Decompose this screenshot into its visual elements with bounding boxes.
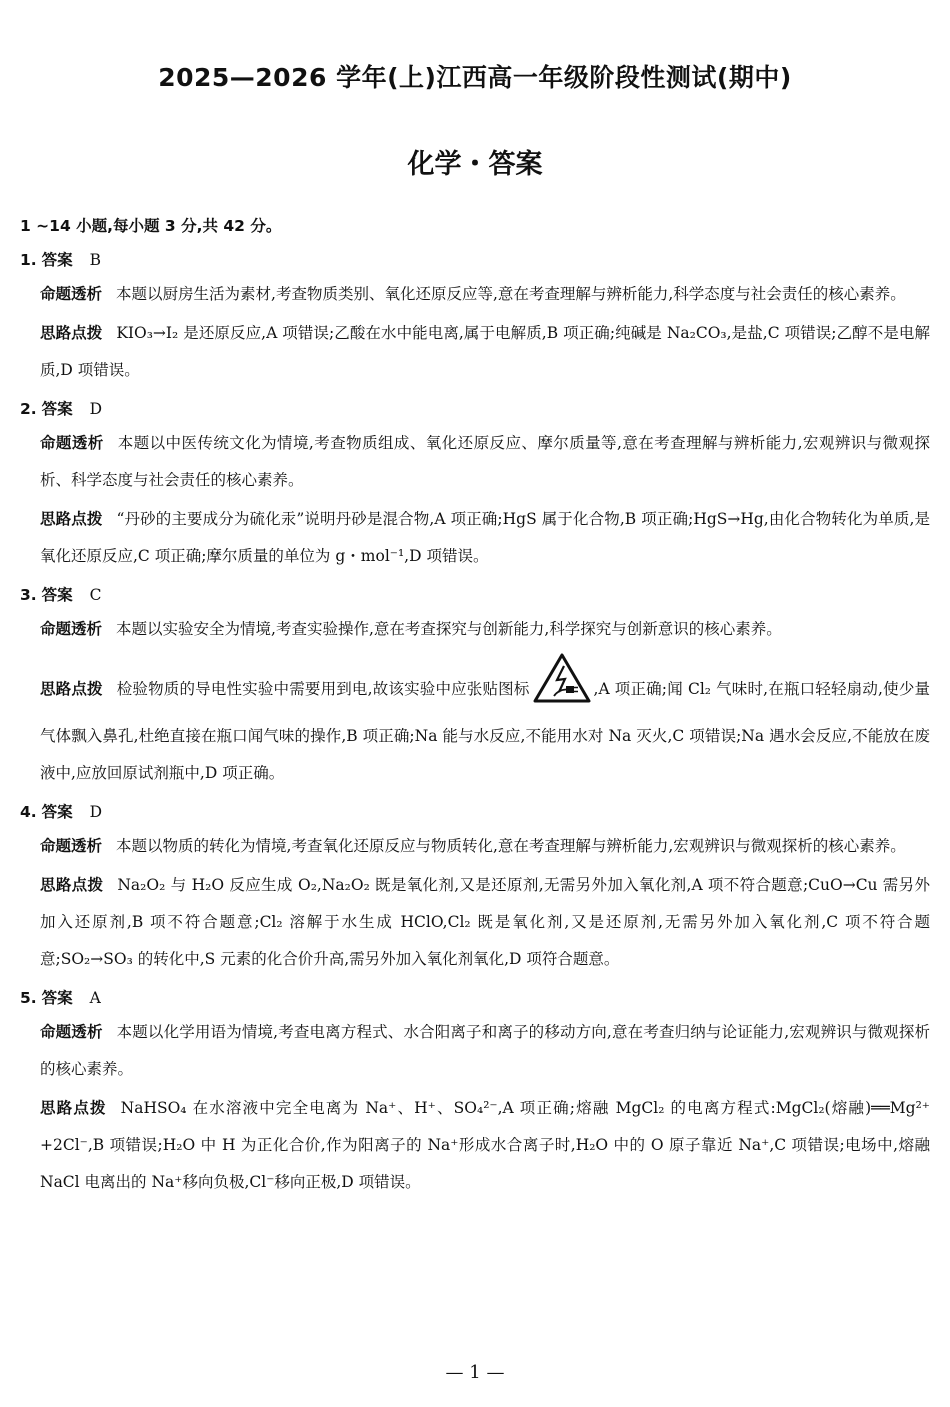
question-number: 2. <box>20 400 37 418</box>
answer-value: C <box>89 586 102 604</box>
question-1 <box>20 246 930 389</box>
hint-paragraph <box>40 1090 930 1201</box>
analysis-text: 本题以实验安全为情境,考查实验操作,意在考查探究与创新能力,科学探究与创新意识的核心素养。 <box>116 620 782 638</box>
hint-paragraph <box>40 501 930 575</box>
analysis-label: 命题透析 <box>40 434 104 452</box>
answer-line <box>20 581 930 609</box>
answer-content <box>20 212 930 1201</box>
hint-text: Na₂O₂ 与 H₂O 反应生成 O₂,Na₂O₂ 既是氧化剂,又是还原剂,无需另外加入氧化剂,A 项不符合题意;CuO→Cu 需另外加入还原剂,B 项不符合题意;Cl₂ 溶解于水生成 HClO,Cl₂ 既是氧化剂,又是还原剂,无需另外加入氧化剂,C 项不符合题意;SO₂→SO₃ 的转化中,S 元素的化合价升高,需另外加入氧化剂氧化,D 项符合题意。 <box>40 876 930 968</box>
question-2 <box>20 395 930 575</box>
hint-text: KIO₃→I₂ 是还原反应,A 项错误;乙酸在水中能电离,属于电解质,B 项正确;纯碱是 Na₂CO₃,是盐,C 项错误;乙醇不是电解质,D 项错误。 <box>40 324 930 379</box>
page-subtitle: 化学・答案 <box>407 149 543 180</box>
hint-label: 思路点拨 <box>40 876 104 894</box>
hint-label: 思路点拨 <box>40 324 103 342</box>
analysis-text: 本题以中医传统文化为情境,考查物质组成、氧化还原反应、摩尔质量等,意在考查理解与辨析能力,宏观辨识与微观探析、科学态度与社会责任的核心素养。 <box>40 434 930 489</box>
answer-line <box>20 984 930 1012</box>
analysis-label: 命题透析 <box>40 837 103 855</box>
page-number: — 1 — <box>445 1362 505 1383</box>
answer-value: A <box>89 989 101 1007</box>
answer-label: 答案 <box>41 803 73 821</box>
answer-line <box>20 798 930 826</box>
answer-label: 答案 <box>41 989 73 1007</box>
analysis-text: 本题以物质的转化为情境,考查氧化还原反应与物质转化,意在考查理解与辨析能力,宏观辨识与微观探析的核心素养。 <box>116 837 906 855</box>
scoring-intro: 1 ~14 小题,每小题 3 分,共 42 分。 <box>20 217 282 235</box>
analysis-paragraph <box>40 425 930 499</box>
question-3 <box>20 581 930 792</box>
question-number: 1. <box>20 251 37 269</box>
analysis-paragraph <box>40 1014 930 1088</box>
question-number: 3. <box>20 586 37 604</box>
hint-text-a: 检验物质的导电性实验中需要用到电,故该实验中应张贴图标 <box>116 680 530 698</box>
hint-label: 思路点拨 <box>40 1099 107 1117</box>
hint-paragraph <box>40 315 930 389</box>
hint-text: NaHSO₄ 在水溶液中完全电离为 Na⁺、H⁺、SO₄²⁻,A 项正确;熔融 MgCl₂ 的电离方程式:MgCl₂(熔融)══Mg²⁺ +2Cl⁻,B 项错误;H₂O 中 H 为正化合价,作为阳离子的 Na⁺形成水合离子时,H₂O 中的 O 原子靠近 Na⁺,C 项错误;电场中,熔融 NaCl 电离出的 Na⁺移向负极,Cl⁻移向正极,D 项错误。 <box>40 1099 930 1191</box>
electricity-warning-icon <box>532 652 592 718</box>
analysis-text: 本题以厨房生活为素材,考查物质类别、氧化还原反应等,意在考查理解与辨析能力,科学态度与社会责任的核心素养。 <box>116 285 906 303</box>
analysis-paragraph <box>40 611 930 648</box>
analysis-text: 本题以化学用语为情境,考查电离方程式、水合阳离子和离子的移动方向,意在考查归纳与论证能力,宏观辨识与微观探析的核心素养。 <box>40 1023 930 1078</box>
answer-label: 答案 <box>41 586 73 604</box>
analysis-label: 命题透析 <box>40 285 103 303</box>
question-number: 5. <box>20 989 37 1007</box>
answer-line <box>20 246 930 274</box>
hint-label: 思路点拨 <box>40 510 103 528</box>
page-title: 2025—2026 学年(上)江西高一年级阶段性测试(期中) <box>158 63 792 92</box>
answer-value: D <box>89 803 103 821</box>
answer-value: B <box>89 251 101 269</box>
answer-label: 答案 <box>41 400 73 418</box>
analysis-label: 命题透析 <box>40 1023 103 1041</box>
answer-value: D <box>89 400 103 418</box>
hint-text-b: ,A 项正确;闻 Cl₂ 气味时,在瓶口轻轻扇动,使少量气体飘入鼻孔,杜绝直接在瓶口闻气味的操作,B 项正确;Na 能与水反应,不能用水对 Na 灭火,C 项错误;Na 遇水会反应,不能放在废液中,应放回原试剂瓶中,D 项正确。 <box>40 680 930 782</box>
analysis-paragraph <box>40 276 930 313</box>
answer-label: 答案 <box>41 251 73 269</box>
hint-label: 思路点拨 <box>40 680 103 698</box>
analysis-paragraph <box>40 828 930 865</box>
question-4 <box>20 798 930 978</box>
answer-line <box>20 395 930 423</box>
hint-paragraph <box>40 867 930 978</box>
question-5 <box>20 984 930 1201</box>
analysis-label: 命题透析 <box>40 620 103 638</box>
hint-text: “丹砂的主要成分为硫化汞”说明丹砂是混合物,A 项正确;HgS 属于化合物,B 项正确;HgS→Hg,由化合物转化为单质,是氧化还原反应,C 项正确;摩尔质量的单位为 g・mol⁻¹,D 项错误。 <box>40 510 930 565</box>
hint-paragraph <box>40 662 930 792</box>
question-number: 4. <box>20 803 37 821</box>
